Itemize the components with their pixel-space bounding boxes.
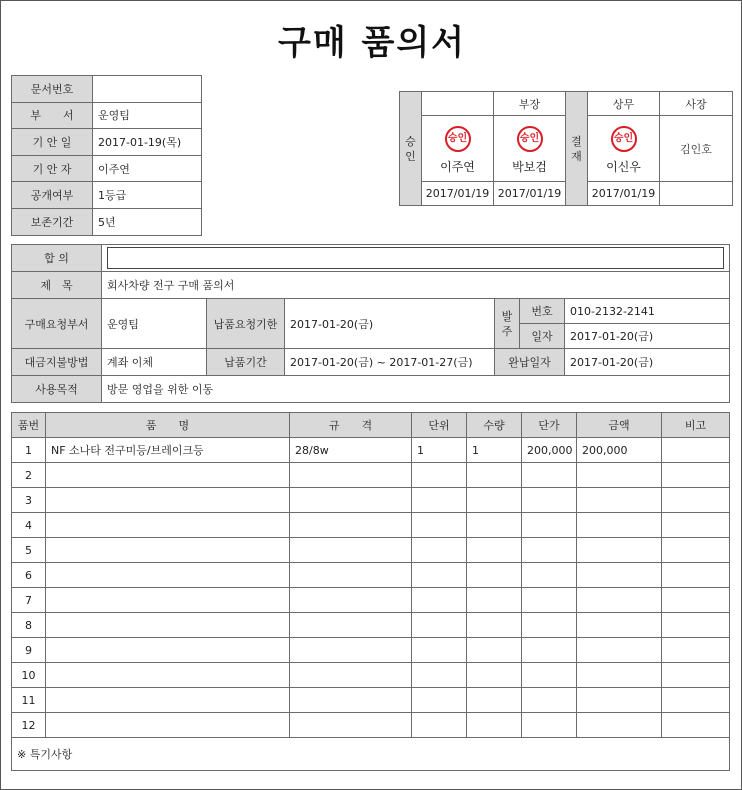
- info-label: 문서번호: [12, 76, 93, 103]
- table-cell: [46, 638, 290, 663]
- approval-date-1: 2017/01/19: [422, 182, 494, 206]
- column-header: 품번: [12, 413, 46, 438]
- info-row: [12, 182, 202, 209]
- table-cell: [46, 488, 290, 513]
- table-cell: [467, 538, 522, 563]
- table-cell: [412, 688, 467, 713]
- approval-table: [399, 91, 566, 206]
- subject-label: 제 목: [12, 272, 102, 299]
- table-cell: [662, 663, 730, 688]
- table-cell: [662, 463, 730, 488]
- table-cell: [467, 563, 522, 588]
- table-cell: 200,000: [522, 438, 577, 463]
- approval-date-2: 2017/01/19: [494, 182, 566, 206]
- info-row: [12, 155, 202, 182]
- table-cell: [290, 613, 412, 638]
- table-cell: [522, 688, 577, 713]
- table-cell: [522, 713, 577, 738]
- table-cell: [46, 538, 290, 563]
- approval-title-2: 부장: [494, 92, 566, 116]
- request-form-table: [11, 244, 730, 403]
- table-cell: [46, 663, 290, 688]
- table-cell: 12: [12, 713, 46, 738]
- order-number-label: 번호: [520, 299, 565, 324]
- approval-sign-2: [494, 116, 566, 182]
- column-header: 규 격: [290, 413, 412, 438]
- table-cell: [467, 663, 522, 688]
- delivery-period-label: 납품기간: [207, 349, 285, 376]
- table-cell: [290, 588, 412, 613]
- table-cell: [522, 538, 577, 563]
- table-cell: [662, 688, 730, 713]
- approver-name: 박보검: [512, 160, 547, 174]
- table-cell: [467, 463, 522, 488]
- decision-date-2: [660, 182, 733, 206]
- table-row: [12, 613, 730, 638]
- purpose-value: 방문 영업을 위한 이동: [102, 376, 730, 403]
- table-cell: 1: [412, 438, 467, 463]
- table-cell: [662, 588, 730, 613]
- table-row: [12, 663, 730, 688]
- payment-method-value: 계좌 이체: [102, 349, 207, 376]
- approved-stamp-icon: 승인: [611, 126, 637, 152]
- table-cell: [467, 588, 522, 613]
- due-date-label: 납품요청기한: [207, 299, 285, 349]
- table-cell: 5: [12, 538, 46, 563]
- table-row: [12, 463, 730, 488]
- table-cell: [412, 713, 467, 738]
- info-value: [93, 76, 202, 103]
- table-row: [12, 538, 730, 563]
- table-cell: [412, 513, 467, 538]
- table-cell: [46, 513, 290, 538]
- table-cell: 1: [12, 438, 46, 463]
- approved-stamp-icon: 승인: [517, 126, 543, 152]
- table-cell: [290, 688, 412, 713]
- table-cell: [522, 463, 577, 488]
- info-label: 공개여부: [12, 182, 93, 209]
- table-cell: [662, 538, 730, 563]
- table-cell: [46, 563, 290, 588]
- table-row: [12, 488, 730, 513]
- info-value: 운영팀: [93, 102, 202, 129]
- completion-date-label: 완납일자: [495, 349, 565, 376]
- column-header: 단위: [412, 413, 467, 438]
- table-cell: [577, 463, 662, 488]
- table-cell: [412, 663, 467, 688]
- info-label: 보존기간: [12, 208, 93, 235]
- completion-date-value: 2017-01-20(금): [565, 349, 730, 376]
- document-info-table: [11, 75, 202, 236]
- table-row: [12, 638, 730, 663]
- table-cell: [467, 688, 522, 713]
- info-row: [12, 102, 202, 129]
- table-cell: [412, 588, 467, 613]
- decision-sign-2: 김인호: [660, 116, 733, 182]
- table-cell: 11: [12, 688, 46, 713]
- table-cell: [46, 713, 290, 738]
- info-row: [12, 76, 202, 103]
- table-cell: [412, 488, 467, 513]
- table-cell: 10: [12, 663, 46, 688]
- table-cell: [290, 513, 412, 538]
- order-date-value: 2017-01-20(금): [565, 324, 730, 349]
- request-dept-label: 구매요청부서: [12, 299, 102, 349]
- table-cell: NF 소나타 전구미등/브레이크등: [46, 438, 290, 463]
- order-date-label: 일자: [520, 324, 565, 349]
- table-cell: [290, 538, 412, 563]
- info-label: 부 서: [12, 102, 93, 129]
- table-cell: [577, 538, 662, 563]
- table-cell: [577, 513, 662, 538]
- info-value: 1등급: [93, 182, 202, 209]
- decision-sign-1: [588, 116, 660, 182]
- table-cell: [577, 638, 662, 663]
- approver-name: 이신우: [606, 160, 641, 174]
- purpose-label: 사용목적: [12, 376, 102, 403]
- table-cell: [467, 513, 522, 538]
- decision-label: 결 재: [566, 92, 588, 206]
- delivery-period-value: 2017-01-20(금) ~ 2017-01-27(금): [285, 349, 495, 376]
- approved-stamp-icon: 승인: [445, 126, 471, 152]
- info-value: 이주연: [93, 155, 202, 182]
- table-cell: [290, 638, 412, 663]
- table-row: [12, 438, 730, 463]
- table-cell: 6: [12, 563, 46, 588]
- decision-table: [565, 91, 733, 206]
- due-date-value: 2017-01-20(금): [285, 299, 495, 349]
- approval-title-1: [422, 92, 494, 116]
- decision-title-2: 사장: [660, 92, 733, 116]
- table-cell: [467, 488, 522, 513]
- table-cell: 3: [12, 488, 46, 513]
- table-cell: 2: [12, 463, 46, 488]
- payment-method-label: 대금지불방법: [12, 349, 102, 376]
- column-header: 품 명: [46, 413, 290, 438]
- table-cell: [290, 663, 412, 688]
- table-cell: [46, 463, 290, 488]
- request-dept-value: 운영팀: [102, 299, 207, 349]
- special-notes: ※ 특기사항: [12, 738, 730, 771]
- table-cell: 200,000: [577, 438, 662, 463]
- column-header: 비고: [662, 413, 730, 438]
- info-value: 5년: [93, 208, 202, 235]
- table-cell: [467, 613, 522, 638]
- table-cell: [412, 563, 467, 588]
- info-value: 2017-01-19(목): [93, 129, 202, 156]
- table-cell: [662, 488, 730, 513]
- table-cell: [662, 563, 730, 588]
- table-cell: [46, 613, 290, 638]
- table-cell: [290, 463, 412, 488]
- table-cell: [577, 663, 662, 688]
- subject-value: 회사차량 전구 구매 품의서: [102, 272, 730, 299]
- table-cell: [290, 563, 412, 588]
- table-cell: [522, 588, 577, 613]
- items-table: [11, 412, 730, 771]
- decision-title-1: 상무: [588, 92, 660, 116]
- table-cell: [662, 613, 730, 638]
- table-cell: [412, 638, 467, 663]
- table-cell: [467, 713, 522, 738]
- table-cell: [46, 588, 290, 613]
- table-cell: [522, 488, 577, 513]
- items-header-row: [12, 413, 730, 438]
- table-cell: 9: [12, 638, 46, 663]
- table-cell: [522, 613, 577, 638]
- approval-sign-1: [422, 116, 494, 182]
- decision-date-1: 2017/01/19: [588, 182, 660, 206]
- table-cell: [577, 613, 662, 638]
- table-cell: [577, 563, 662, 588]
- table-cell: [522, 663, 577, 688]
- table-cell: [412, 613, 467, 638]
- table-cell: 28/8w: [290, 438, 412, 463]
- order-number-value: 010-2132-2141: [565, 299, 730, 324]
- table-cell: [522, 563, 577, 588]
- table-cell: [290, 713, 412, 738]
- info-row: [12, 129, 202, 156]
- approver-name: 이주연: [440, 160, 475, 174]
- info-label: 기 안 일: [12, 129, 93, 156]
- table-cell: [662, 513, 730, 538]
- table-cell: 1: [467, 438, 522, 463]
- column-header: 단가: [522, 413, 577, 438]
- table-cell: [467, 638, 522, 663]
- info-label: 기 안 자: [12, 155, 93, 182]
- table-cell: 7: [12, 588, 46, 613]
- document-title: 구매 품의서: [277, 23, 467, 63]
- table-row: [12, 688, 730, 713]
- table-cell: [577, 688, 662, 713]
- table-row: [12, 513, 730, 538]
- table-cell: [412, 538, 467, 563]
- agree-field[interactable]: [107, 247, 724, 269]
- table-cell: 4: [12, 513, 46, 538]
- table-cell: [412, 463, 467, 488]
- table-cell: [522, 638, 577, 663]
- table-cell: [290, 488, 412, 513]
- table-row: [12, 563, 730, 588]
- table-cell: [662, 713, 730, 738]
- column-header: 금액: [577, 413, 662, 438]
- table-cell: [522, 513, 577, 538]
- table-cell: [46, 688, 290, 713]
- table-row: [12, 713, 730, 738]
- table-cell: 8: [12, 613, 46, 638]
- table-cell: [577, 488, 662, 513]
- info-row: [12, 208, 202, 235]
- column-header: 수량: [467, 413, 522, 438]
- approval-label: 승 인: [400, 92, 422, 206]
- agree-label: 합 의: [12, 245, 102, 272]
- order-label: 발 주: [495, 299, 520, 349]
- table-cell: [662, 638, 730, 663]
- table-row: [12, 588, 730, 613]
- table-cell: [577, 588, 662, 613]
- table-cell: [662, 438, 730, 463]
- table-cell: [577, 713, 662, 738]
